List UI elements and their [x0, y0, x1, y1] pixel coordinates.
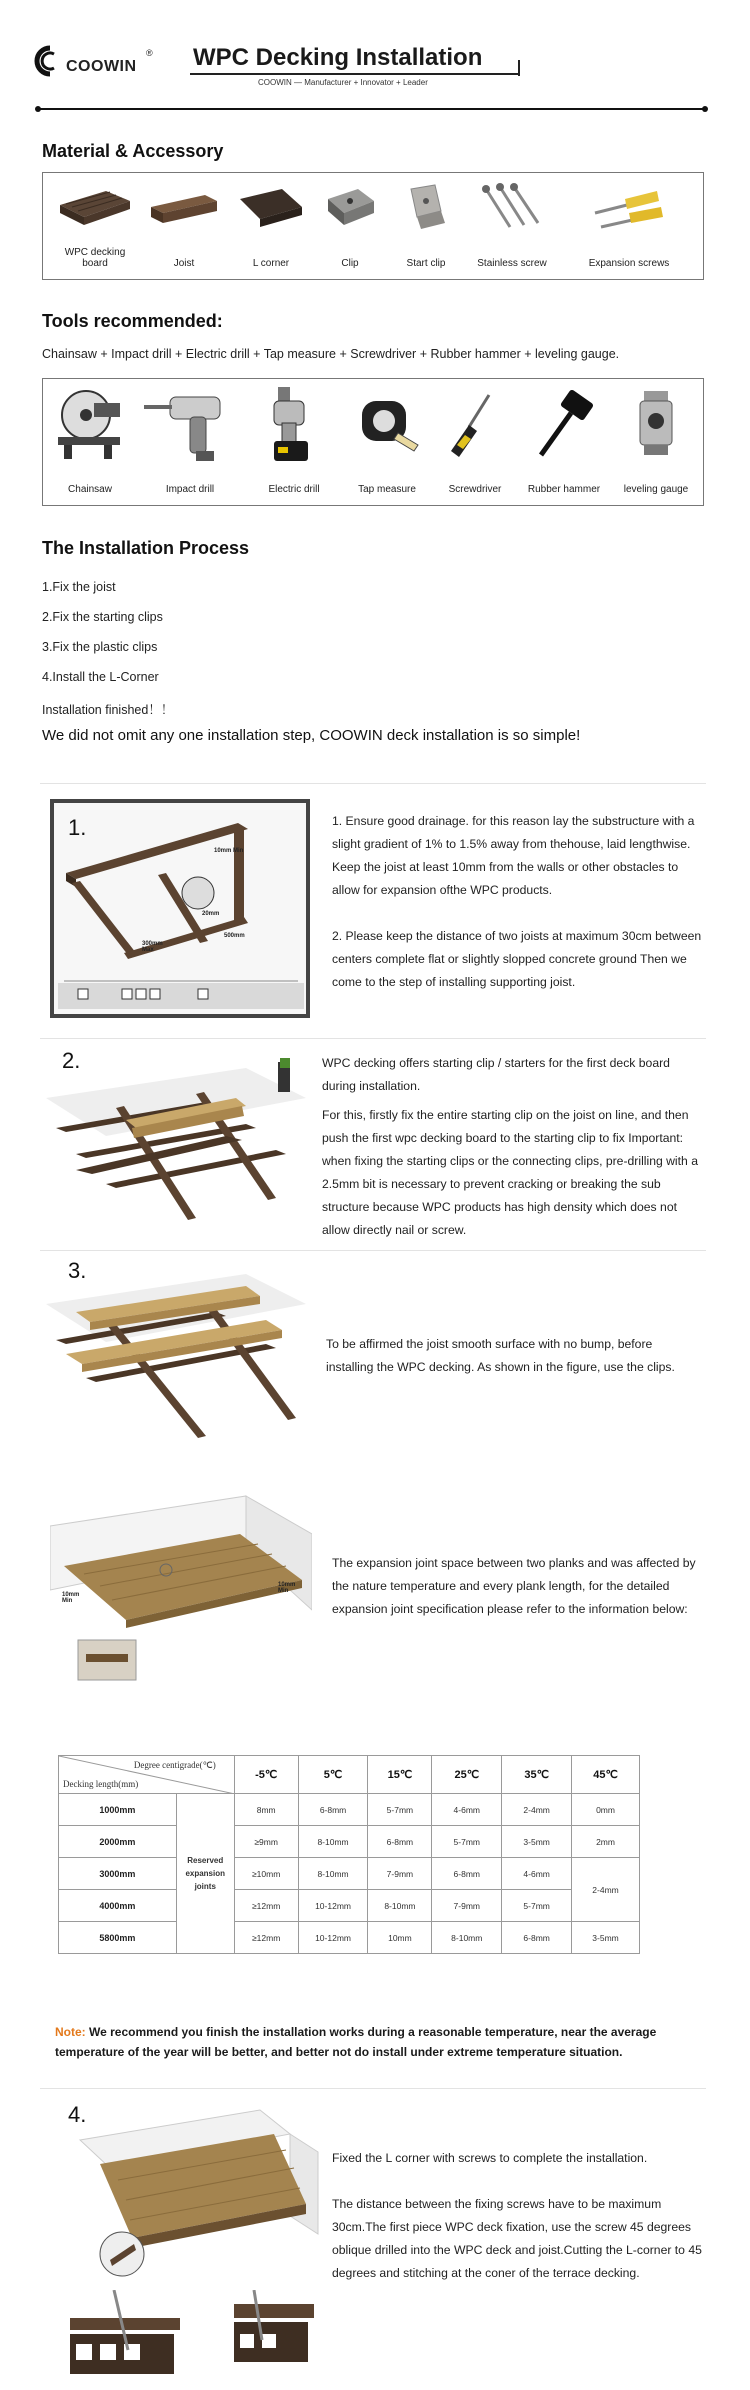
step-number: 4. [68, 2102, 87, 2127]
joist-layout-illustration [58, 813, 304, 1013]
l-corner-illustration [60, 2104, 320, 2284]
tools-heading: Tools recommended: [42, 311, 223, 331]
material-label: L corner [252, 258, 290, 269]
step2-text-1: WPC decking offers starting clip / starters for the first deck board during installation. [322, 1056, 670, 1093]
material-label: Start clip [406, 258, 446, 269]
material-l-corner [231, 187, 311, 269]
start-clip-icon [401, 183, 451, 233]
value-cell: 8mm [234, 1794, 298, 1826]
value-cell: 6-8mm [432, 1858, 502, 1890]
tool-electric-drill [249, 385, 339, 495]
length-cell: 2000mm [59, 1826, 177, 1858]
corner-label-top: Degree centigrade(℃) [133, 1760, 216, 1770]
screw-fixing-detail [66, 2290, 326, 2384]
material-expansion-screws [561, 183, 697, 269]
expansion-screw-icon [591, 183, 667, 231]
material-clip [315, 183, 385, 269]
process-step-2: 2.Fix the starting clips [42, 610, 163, 624]
material-label: Stainless screw [477, 258, 547, 269]
step1-text-1: 1. Ensure good drainage. for this reason lay the substructure with a slight gradient of 1% to 1.5% away from thehouse, laid lengthwise. Keep the joist at least 10mm from the walls or other obstacles to allow for expansion ofthe WPC products. [332, 814, 695, 897]
table-row [59, 1922, 640, 1954]
value-cell: 6-8mm [368, 1826, 432, 1858]
tool-label: Tap measure [358, 484, 416, 495]
tool-chainsaw [49, 385, 131, 495]
dim-20-label: 20mm [202, 911, 220, 917]
tool-tap-measure [343, 385, 431, 495]
tools-panel [42, 378, 704, 506]
value-cell: 10mm [368, 1922, 432, 1954]
value-cell: 4-6mm [432, 1794, 502, 1826]
starting-clip-illustration [46, 1058, 306, 1226]
note-text: We recommend you finish the installation works during a reasonable temperature, near the average temperature of the year will be better, and better not do install under extreme temperature situation. [55, 2025, 657, 2059]
value-cell: 2-4mm [502, 1794, 572, 1826]
temp-header: 25℃ [432, 1756, 502, 1794]
screw-icon [480, 183, 544, 231]
value-cell: 3-5mm [502, 1826, 572, 1858]
value-cell: 10-12mm [298, 1890, 368, 1922]
value-cell: 3-5mm [572, 1922, 640, 1954]
dim-500-label: 500mm [224, 933, 245, 939]
temp-header: -5℃ [234, 1756, 298, 1794]
material-joist [143, 187, 225, 269]
decking-board-icon [56, 187, 134, 231]
screwdriver-icon [445, 385, 505, 465]
value-cell: ≥9mm [234, 1826, 298, 1858]
temp-header: 45℃ [572, 1756, 640, 1794]
tagline: COOWIN — Manufacturer + Innovator + Leader [258, 78, 428, 87]
tape-measure-icon [354, 385, 420, 465]
title-underline-tick [518, 60, 520, 76]
table-row [59, 1890, 640, 1922]
tool-label: Screwdriver [448, 484, 502, 495]
step4-text-2: The distance between the fixing screws have to be maximum 30cm.The first piece WPC deck fixation, use the screw 45 degrees oblique drilled into the WPC deck and joist.Cutting the L-corner to 45 degrees and stitching at the coner of the terrace decking. [332, 2197, 702, 2280]
table-row [59, 1826, 640, 1858]
corner-label-bottom: Decking length(mm) [63, 1779, 139, 1789]
value-cell: 8-10mm [368, 1890, 432, 1922]
temp-header: 15℃ [368, 1756, 432, 1794]
value-cell: 8-10mm [298, 1826, 368, 1858]
divider-dot-left [35, 106, 41, 112]
step-number: 3. [68, 1258, 87, 1283]
expansion-dim-right: 10mm Min [278, 1582, 296, 1594]
material-label: Clip [341, 258, 359, 269]
step1-text-2: 2. Please keep the distance of two joists at maximum 30cm between centers complete flat or slightly slopped concrete ground Then we come to the step of installing supporting joist. [332, 929, 702, 989]
value-cell: ≥12mm [234, 1922, 298, 1954]
impact-drill-icon [140, 385, 240, 465]
value-cell: 2mm [572, 1826, 640, 1858]
material-stainless-screw [467, 183, 557, 269]
value-cell: 7-9mm [368, 1858, 432, 1890]
tool-impact-drill [135, 385, 245, 495]
value-cell: 5-7mm [502, 1890, 572, 1922]
chainsaw-icon [54, 385, 126, 465]
material-start-clip [389, 183, 463, 269]
tool-label: Chainsaw [68, 484, 112, 495]
expansion-text: The expansion joint space between two planks and was affected by the nature temperature and every plank length, for the detailed expansion joint specification please refer to the information below: [332, 1556, 696, 1616]
leveling-gauge-icon [634, 385, 678, 465]
temp-header: 35℃ [502, 1756, 572, 1794]
plastic-clip-illustration [46, 1268, 306, 1438]
value-cell: 8-10mm [298, 1858, 368, 1890]
dim-300-label: 300mm Max [142, 941, 163, 953]
header-divider [38, 108, 704, 110]
material-label: WPC decking board [64, 247, 126, 269]
process-step-3: 3.Fix the plastic clips [42, 640, 158, 654]
rubber-hammer-icon [531, 385, 597, 465]
tool-leveling-gauge [613, 385, 699, 495]
step-number: 1. [68, 815, 87, 840]
tool-label: leveling gauge [623, 484, 689, 495]
expansion-dim-left: 10mm Min [62, 1592, 80, 1604]
tool-screwdriver [435, 385, 515, 495]
table-corner-cell [59, 1756, 235, 1794]
value-cell: 5-7mm [368, 1794, 432, 1826]
value-cell: ≥10mm [234, 1858, 298, 1890]
page-title: WPC Decking Installation [193, 44, 483, 71]
table-row [59, 1858, 640, 1890]
section-divider [40, 1038, 706, 1039]
step3-text: To be affirmed the joist smooth surface with no bump, before installing the WPC decking. As shown in the figure, use the clips. [326, 1337, 675, 1374]
step4-text-1: Fixed the L corner with screws to complete the installation. [332, 2151, 648, 2165]
section-divider [40, 2088, 706, 2089]
table-row [59, 1794, 640, 1826]
value-cell: ≥12mm [234, 1890, 298, 1922]
temperature-note [55, 2022, 695, 2062]
value-cell-merged: 2-4mm [572, 1858, 640, 1922]
length-cell: 5800mm [59, 1922, 177, 1954]
process-simple-note: We did not omit any one installation step, COOWIN deck installation is so simple! [42, 727, 581, 744]
expansion-joint-illustration [50, 1490, 312, 1690]
material-label: Expansion screws [588, 258, 670, 269]
tool-label: Electric drill [268, 484, 320, 495]
step-number: 2. [62, 1048, 81, 1073]
material-label: Joist [173, 258, 195, 269]
joist-icon [147, 187, 221, 231]
materials-heading: Material & Accessory [42, 141, 224, 161]
value-cell: 7-9mm [432, 1890, 502, 1922]
materials-panel [42, 172, 704, 280]
tools-summary: Chainsaw + Impact drill + Electric drill + Tap measure + Screwdriver + Rubber hammer + leveling gauge. [42, 347, 620, 361]
value-cell: 0mm [572, 1794, 640, 1826]
tool-label: Impact drill [165, 484, 215, 495]
value-cell: 10-12mm [298, 1922, 368, 1954]
length-cell: 4000mm [59, 1890, 177, 1922]
note-label: Note: [55, 2025, 86, 2039]
registered-mark: ® [146, 48, 153, 58]
value-cell: 6-8mm [502, 1922, 572, 1954]
electric-drill-icon [266, 385, 322, 465]
brand-name: COOWIN [66, 58, 137, 75]
clip-icon [322, 183, 378, 231]
title-underline [190, 73, 520, 75]
value-cell: 4-6mm [502, 1858, 572, 1890]
process-finished: Installation finished！！ [42, 703, 174, 717]
temp-header: 5℃ [298, 1756, 368, 1794]
divider-dot-right [702, 106, 708, 112]
dim-min-label: 10mm Min [214, 848, 244, 854]
length-cell: 3000mm [59, 1858, 177, 1890]
l-corner-icon [236, 187, 306, 231]
material-decking-board [51, 187, 139, 269]
process-step-1: 1.Fix the joist [42, 580, 116, 594]
value-cell: 6-8mm [298, 1794, 368, 1826]
step1-figure [50, 799, 310, 1018]
table-header-row [59, 1756, 640, 1794]
value-cell: 5-7mm [432, 1826, 502, 1858]
step2-text-2: For this, firstly fix the entire starting clip on the joist on line, and then push the first wpc decking board to the starting clip to fix Important: when fixing the starting clips or the connecting clips, pre-drilling with a 2.5mm bit is necessary to prevent cracking or breaking the sub structure because WPC products has high density which does not allow directly nail or screw. [322, 1108, 698, 1237]
process-heading: The Installation Process [42, 538, 250, 558]
section-divider [40, 783, 706, 784]
value-cell: 8-10mm [432, 1922, 502, 1954]
tool-label: Rubber hammer [527, 484, 601, 495]
section-divider [40, 1250, 706, 1251]
expansion-joint-table [58, 1755, 640, 1954]
tool-rubber-hammer [519, 385, 609, 495]
reserved-joints-cell: Reserved expansion joints [176, 1794, 234, 1954]
length-cell: 1000mm [59, 1794, 177, 1826]
process-step-4: 4.Install the L-Corner [42, 670, 159, 684]
